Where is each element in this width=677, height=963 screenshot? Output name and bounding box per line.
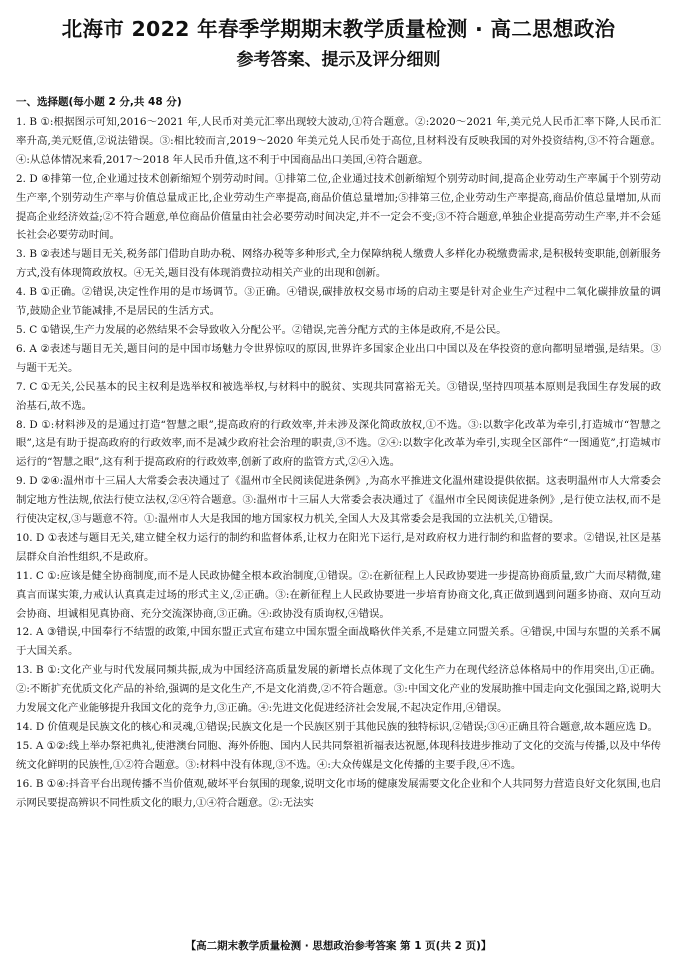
answer-item-14: 14. D 价值观是民族文化的核心和灵魂,①错误;民族文化是一个民族区别于其他民族的独特标识,②错误;③④正确且符合题意,故本题应选 D。 <box>16 721 658 733</box>
answer-item-5: 5. C ①错误,生产力发展的必然结果不会导致收入分配公平。②错误,完善分配方式的主体是政府,不是公民。 <box>16 323 507 336</box>
answer-item-1: 1. B ①:根据图示可知,2016～2021 年,人民币对美元汇率出现较大波动,①符合题意。②:2020～2021 年,美元兑人民币汇率下降,人民币汇率升高,美元贬值,②说法错误。③:相比较而言,2019～2020 年美元兑人民币处于高位,且材料没有反映我国的对外投资结构,③不符合题意。④:从总体情况来看,2017～2018 年人民币升值,这不利于中国商品出口美国,④符合题意。 <box>16 116 661 166</box>
answer-item-11: 11. C ①:应该是健全协商制度,而不是人民政协健全根本政治制度,①错误。②:在新征程上人民政协要进一步提高协商质量,致广大而尽精微,建真言而谋实策,力戒认认真真走过场的形式主义,②正确。③:在新征程上人民政协要进一步培育协商文化,真正做到遇到问题多协商、双向互动会协商、坦诚相见真协商、充分交流深协商,③正确。④:政协没有质询权,④错误。 <box>16 569 661 620</box>
answer-list <box>16 113 661 813</box>
page-footer: 【高二期末教学质量检测 · 思想政治参考答案 第 1 页(共 2 页)】 <box>185 940 492 952</box>
page-subtitle: 参考答案、提示及评分细则 <box>236 50 441 70</box>
answer-item-13: 13. B ①:文化产业与时代发展同频共振,成为中国经济高质量发展的新增长点体现了文化生产力在现代经济总体格局中的作用突出,①正确。②:不断扩充优质文化产品的补给,强调的是文化生产,不是文化消费,②不符合题意。③:中国文化产业的发展助推中国走向文化强国之路,说明大力发展文化产业能够提升我国文化的竞争力,③正确。④:先进文化促进经济社会发展,不起决定作用,④错误。 <box>16 664 661 715</box>
answer-item-16: 16. B ①④:抖音平台出现传播不当价值观,破坏平台氛围的现象,说明文化市场的健康发展需要文化企业和个人共同努力营造良好文化氛围,也启示网民要提高辨识不同性质文化的眼力,①④符合题意。②:无法实 <box>16 777 661 809</box>
answer-item-6: 6. A ②表述与题目无关,题目问的是中国市场魅力令世界惊叹的原因,世界许多国家企业出口中国以及在华投资的意向都明显增强,是结果。③与题干无关。 <box>16 342 661 374</box>
answer-item-3: 3. B ②表述与题目无关,税务部门借助自助办税、网络办税等多种形式,全力保障纳税人缴费人多样化办税缴费需求,是积极转变职能,创新服务方式,没有体现简政放权。④无关,题目没有体现消费拉动相关产业的出现和创新。 <box>16 248 661 280</box>
answer-item-12: 12. A ③错误,中国奉行不结盟的政策,中国东盟正式宣布建立中国东盟全面战略伙伴关系,不是建立同盟关系。④错误,中国与东盟的关系不属于大国关系。 <box>16 626 661 658</box>
answer-item-2: 2. D ④排第一位,企业通过技术创新缩短个别劳动时间。①排第二位,企业通过技术创新缩短个别劳动时间,提高企业劳动生产率属于个别劳动生产率,个别劳动生产率与价值总量成正比,企业劳动生产率提高,商品价值总量增加;⑤排第三位,企业劳动生产率提高,商品价值总量增加,从而提高企业经济效益;②不符合题意,单位商品价值量由社会必要劳动时间决定,并不一定会不变;③不符合题意,单独企业提高劳动生产率,并不会延长社会必要劳动时间。 <box>16 172 661 242</box>
answer-item-4: 4. B ①正确。②错误,决定性作用的是市场调节。③正确。④错误,碳排放权交易市场的启动主要是针对企业生产过程中二氧化碳排放量的调节,鼓励企业节能减排,不是居民的生活方式。 <box>16 286 661 318</box>
answer-item-9: 9. D ②④:温州市十三届人大常委会表决通过了《温州市全民阅读促进条例》,为高水平推进文化温州建设提供依据。这表明温州市人大常委会制定地方性法规,依法行使立法权,②④符合题意。③:温州市十三届人大常委会表决通过了《温州市全民阅读促进条例》,是行使立法权,而不是行使决定权,③与题意不符。①:温州市人大是我国的地方国家权力机关,全国人大及其常委会是我国的立法机关,①错误。 <box>16 475 661 526</box>
answer-item-15: 15. A ①②:线上举办祭祀典礼,使港澳台同胞、海外侨胞、国内人民共同祭祖祈福表达祝愿,体现科技进步推动了文化的交流与传播,以及中华传统文化鲜明的民族性,①②符合题意。③:材料中没有体现,③不选。④:大众传媒是文化传播的主要手段,④不选。 <box>16 739 661 771</box>
section-heading: 一、选择题(每小题 2 分,共 48 分) <box>16 96 182 108</box>
answer-item-7: 7. C ①无关,公民基本的民主权利是选举权和被选举权,与材料中的脱贫、实现共同富裕无关。③错误,坚持四项基本原则是我国生存发展的政治基石,故不选。 <box>16 380 661 412</box>
answer-item-8: 8. D ①:材料涉及的是通过打造“智慧之眼”,提高政府的行政效率,并未涉及深化简政放权,①不选。③:以数字化改革为牵引,打造城市“智慧之眼”,这是有助于提高政府的行政效率,而不是减少政府社会治理的职责,③不选。②④:以数字化改革为牵引,实现全区部件“一图通览”,打造城市运行的“智慧之眼”,这有利于提高政府的行政效率,创新了政府的监管方式,②④入选。 <box>16 418 661 469</box>
page-title: 北海市 2022 年春季学期期末教学质量检测 · 高二思想政治 <box>61 17 616 41</box>
answer-item-10: 10. D ①表述与题目无关,建立健全权力运行的制约和监督体系,让权力在阳光下运行,是对政府权力进行制约和监督的要求。②错误,社区是基层群众自治性组织,不是政府。 <box>16 531 661 563</box>
